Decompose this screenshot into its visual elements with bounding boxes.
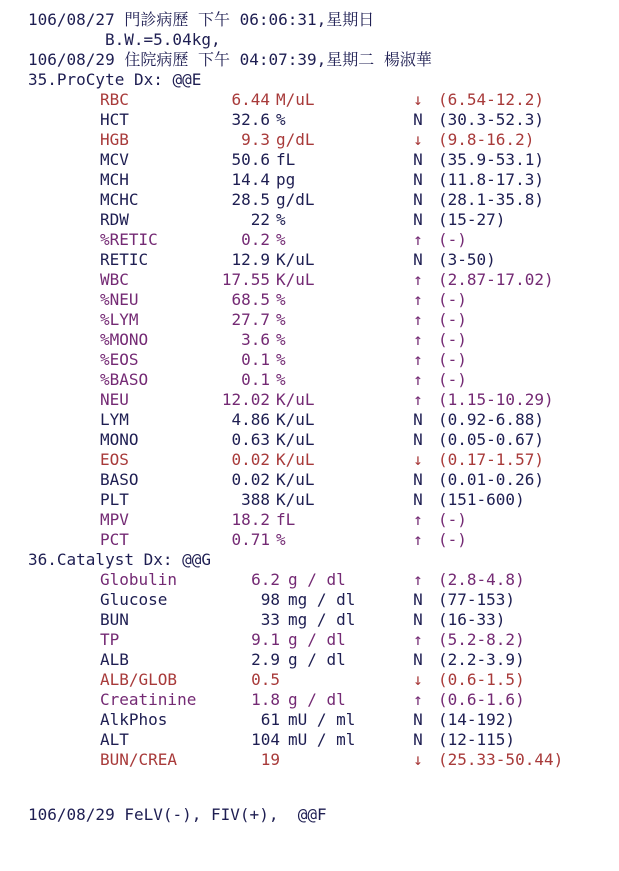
lab-row bbox=[28, 490, 619, 510]
test-value: 0.63 bbox=[231, 430, 270, 449]
lab-row bbox=[28, 750, 619, 770]
test-name: HCT bbox=[100, 110, 129, 129]
test-value: 14.4 bbox=[231, 170, 270, 189]
test-name: MPV bbox=[100, 510, 129, 529]
test-unit: g/dL bbox=[276, 130, 315, 149]
test-unit: K/uL bbox=[276, 390, 315, 409]
test-flag: ↑ bbox=[413, 310, 423, 329]
lab-row bbox=[28, 90, 619, 110]
test-name: Creatinine bbox=[100, 690, 197, 709]
test-unit: % bbox=[276, 350, 286, 369]
section-title: 35.ProCyte Dx: @@E bbox=[28, 70, 202, 89]
test-name: TP bbox=[100, 630, 120, 649]
lab-section bbox=[28, 70, 619, 550]
test-value: 0.02 bbox=[231, 450, 270, 469]
test-name: PCT bbox=[100, 530, 129, 549]
row-spacer bbox=[28, 510, 100, 530]
lab-row bbox=[28, 570, 619, 590]
test-name: PLT bbox=[100, 490, 129, 509]
test-flag: N bbox=[413, 730, 423, 749]
lab-row bbox=[28, 370, 619, 390]
test-name: %MONO bbox=[100, 330, 149, 349]
test-value: 17.55 bbox=[221, 270, 270, 289]
test-range: (14-192) bbox=[438, 710, 516, 729]
lab-row bbox=[28, 630, 619, 650]
test-range: (2.8-4.8) bbox=[438, 570, 525, 589]
visit-header-outpatient: 106/08/27 門診病歷 下午 06:06:31,星期日 bbox=[28, 10, 375, 29]
test-name: Globulin bbox=[100, 570, 178, 589]
test-flag: ↑ bbox=[413, 390, 423, 409]
test-unit: K/uL bbox=[276, 430, 315, 449]
lab-row bbox=[28, 650, 619, 670]
test-value: 9.3 bbox=[241, 130, 270, 149]
test-unit: K/uL bbox=[276, 250, 315, 269]
test-value: 104 bbox=[251, 730, 280, 749]
test-flag: ↓ bbox=[413, 450, 423, 469]
test-value: 27.7 bbox=[231, 310, 270, 329]
test-unit: % bbox=[276, 310, 286, 329]
test-flag: ↑ bbox=[413, 510, 423, 529]
row-spacer bbox=[28, 270, 100, 290]
test-range: (0.05-0.67) bbox=[438, 430, 544, 449]
test-name: Glucose bbox=[100, 590, 168, 609]
lab-row bbox=[28, 310, 619, 330]
test-name: %LYM bbox=[100, 310, 139, 329]
test-range: (-) bbox=[438, 230, 467, 249]
test-value: 12.9 bbox=[231, 250, 270, 269]
test-unit bbox=[280, 670, 408, 690]
test-flag: ↓ bbox=[413, 670, 423, 689]
test-value: 0.1 bbox=[241, 350, 270, 369]
test-range: (28.1-35.8) bbox=[438, 190, 544, 209]
test-unit: mU / ml bbox=[288, 710, 356, 729]
test-flag: ↓ bbox=[413, 750, 423, 769]
lab-row bbox=[28, 290, 619, 310]
test-value: 0.1 bbox=[241, 370, 270, 389]
row-spacer bbox=[28, 370, 100, 390]
test-flag: ↑ bbox=[413, 570, 423, 589]
test-range: (0.92-6.88) bbox=[438, 410, 544, 429]
test-value: 12.02 bbox=[221, 390, 270, 409]
lab-row bbox=[28, 430, 619, 450]
row-spacer bbox=[28, 130, 100, 150]
row-spacer bbox=[28, 570, 100, 590]
test-value: 3.6 bbox=[241, 330, 270, 349]
test-flag: ↓ bbox=[413, 130, 423, 149]
test-value: 28.5 bbox=[231, 190, 270, 209]
test-value: 388 bbox=[241, 490, 270, 509]
test-value: 4.86 bbox=[231, 410, 270, 429]
test-unit: K/uL bbox=[276, 490, 315, 509]
test-flag: ↑ bbox=[413, 350, 423, 369]
row-spacer bbox=[28, 250, 100, 270]
test-name: MCV bbox=[100, 150, 129, 169]
lab-row bbox=[28, 530, 619, 550]
row-spacer bbox=[28, 190, 100, 210]
row-spacer bbox=[28, 330, 100, 350]
test-unit: fL bbox=[276, 510, 296, 529]
lab-row bbox=[28, 390, 619, 410]
test-unit: mg / dl bbox=[288, 610, 356, 629]
test-flag: N bbox=[413, 610, 423, 629]
test-unit: K/uL bbox=[276, 410, 315, 429]
test-name: RETIC bbox=[100, 250, 149, 269]
test-name: MCH bbox=[100, 170, 129, 189]
test-name: %NEU bbox=[100, 290, 139, 309]
test-value: 50.6 bbox=[231, 150, 270, 169]
test-range: (0.6-1.6) bbox=[438, 690, 525, 709]
test-range: (16-33) bbox=[438, 610, 506, 629]
test-name: MONO bbox=[100, 430, 139, 449]
lab-row bbox=[28, 330, 619, 350]
test-value: 33 bbox=[260, 610, 280, 629]
lab-row bbox=[28, 450, 619, 470]
test-value: 98 bbox=[260, 590, 280, 609]
test-unit: mU / ml bbox=[288, 730, 356, 749]
test-name: BUN/CREA bbox=[100, 750, 178, 769]
test-range: (2.87-17.02) bbox=[438, 270, 554, 289]
test-range: (30.3-52.3) bbox=[438, 110, 544, 129]
row-spacer bbox=[28, 390, 100, 410]
test-name: NEU bbox=[100, 390, 129, 409]
test-name: RBC bbox=[100, 90, 129, 109]
test-unit: g / dl bbox=[288, 570, 346, 589]
row-spacer bbox=[28, 450, 100, 470]
test-flag: N bbox=[413, 110, 423, 129]
test-name: %BASO bbox=[100, 370, 149, 389]
row-spacer bbox=[28, 290, 100, 310]
test-range: (151-600) bbox=[438, 490, 525, 509]
test-range: (-) bbox=[438, 370, 467, 389]
test-unit: pg bbox=[276, 170, 296, 189]
test-range: (3-50) bbox=[438, 250, 496, 269]
test-flag: N bbox=[413, 470, 423, 489]
test-value: 2.9 bbox=[251, 650, 280, 669]
test-range: (-) bbox=[438, 330, 467, 349]
test-flag: N bbox=[413, 150, 423, 169]
test-value: 32.6 bbox=[231, 110, 270, 129]
test-range: (25.33-50.44) bbox=[438, 750, 564, 769]
test-flag: ↑ bbox=[413, 370, 423, 389]
test-unit: % bbox=[276, 530, 286, 549]
section-title: 36.Catalyst Dx: @@G bbox=[28, 550, 212, 569]
test-flag: N bbox=[413, 490, 423, 509]
test-unit: fL bbox=[276, 150, 296, 169]
lab-row bbox=[28, 510, 619, 530]
test-unit: % bbox=[276, 290, 286, 309]
test-name: ALB/GLOB bbox=[100, 670, 178, 689]
test-value: 0.71 bbox=[231, 530, 270, 549]
test-range: (5.2-8.2) bbox=[438, 630, 525, 649]
test-range: (-) bbox=[438, 350, 467, 369]
test-flag: ↑ bbox=[413, 290, 423, 309]
test-unit: % bbox=[276, 330, 286, 349]
row-spacer bbox=[28, 490, 100, 510]
test-unit: % bbox=[276, 110, 286, 129]
test-range: (0.17-1.57) bbox=[438, 450, 544, 469]
test-flag: ↓ bbox=[413, 90, 423, 109]
test-name: EOS bbox=[100, 450, 129, 469]
row-spacer bbox=[28, 730, 100, 750]
test-value: 19 bbox=[260, 750, 280, 769]
test-name: WBC bbox=[100, 270, 129, 289]
test-name: MCHC bbox=[100, 190, 139, 209]
lab-section bbox=[28, 550, 619, 770]
row-spacer bbox=[28, 670, 100, 690]
report-sections bbox=[28, 70, 619, 770]
test-unit: g / dl bbox=[288, 650, 346, 669]
test-unit: g / dl bbox=[288, 690, 346, 709]
test-unit: K/uL bbox=[276, 270, 315, 289]
test-unit: K/uL bbox=[276, 450, 315, 469]
felv-fiv-result-line: 106/08/29 FeLV(-), FIV(+), @@F bbox=[28, 805, 327, 824]
test-flag: N bbox=[413, 190, 423, 209]
test-unit: % bbox=[276, 230, 286, 249]
test-range: (-) bbox=[438, 310, 467, 329]
lab-row bbox=[28, 110, 619, 130]
lab-row bbox=[28, 710, 619, 730]
test-unit: g / dl bbox=[288, 630, 346, 649]
test-value: 0.02 bbox=[231, 470, 270, 489]
lab-row bbox=[28, 410, 619, 430]
row-spacer bbox=[28, 470, 100, 490]
lab-row bbox=[28, 230, 619, 250]
lab-row bbox=[28, 190, 619, 210]
row-spacer bbox=[28, 750, 100, 770]
test-flag: N bbox=[413, 650, 423, 669]
lab-row bbox=[28, 670, 619, 690]
test-flag: ↑ bbox=[413, 530, 423, 549]
row-spacer bbox=[28, 230, 100, 250]
lab-row bbox=[28, 170, 619, 190]
row-spacer bbox=[28, 350, 100, 370]
test-flag: ↑ bbox=[413, 330, 423, 349]
test-unit: % bbox=[276, 370, 286, 389]
test-name: ALT bbox=[100, 730, 129, 749]
test-flag: N bbox=[413, 410, 423, 429]
row-spacer bbox=[28, 110, 100, 130]
test-range: (0.01-0.26) bbox=[438, 470, 544, 489]
test-unit: % bbox=[276, 210, 286, 229]
test-value: 22 bbox=[250, 210, 270, 229]
test-range: (-) bbox=[438, 290, 467, 309]
test-name: %EOS bbox=[100, 350, 139, 369]
row-spacer bbox=[28, 310, 100, 330]
test-unit bbox=[280, 750, 408, 770]
test-value: 68.5 bbox=[231, 290, 270, 309]
row-spacer bbox=[28, 530, 100, 550]
test-unit: M/uL bbox=[276, 90, 315, 109]
lab-row bbox=[28, 350, 619, 370]
lab-row bbox=[28, 590, 619, 610]
test-name: %RETIC bbox=[100, 230, 158, 249]
test-unit: K/uL bbox=[276, 470, 315, 489]
lab-row bbox=[28, 610, 619, 630]
test-value: 0.5 bbox=[251, 670, 280, 689]
test-flag: N bbox=[413, 170, 423, 189]
test-range: (0.6-1.5) bbox=[438, 670, 525, 689]
test-name: AlkPhos bbox=[100, 710, 168, 729]
test-flag: ↑ bbox=[413, 630, 423, 649]
test-value: 9.1 bbox=[251, 630, 280, 649]
lab-row bbox=[28, 470, 619, 490]
test-value: 6.44 bbox=[231, 90, 270, 109]
row-spacer bbox=[28, 410, 100, 430]
lab-row bbox=[28, 690, 619, 710]
test-range: (12-115) bbox=[438, 730, 516, 749]
lab-row bbox=[28, 730, 619, 750]
test-name: LYM bbox=[100, 410, 129, 429]
test-value: 0.2 bbox=[241, 230, 270, 249]
test-name: BUN bbox=[100, 610, 129, 629]
lab-row bbox=[28, 210, 619, 230]
test-unit: g/dL bbox=[276, 190, 315, 209]
test-unit: mg / dl bbox=[288, 590, 356, 609]
test-name: RDW bbox=[100, 210, 129, 229]
test-value: 1.8 bbox=[251, 690, 280, 709]
lab-row bbox=[28, 150, 619, 170]
test-range: (-) bbox=[438, 510, 467, 529]
body-weight-line: B.W.=5.04kg, bbox=[105, 30, 221, 49]
lab-row bbox=[28, 130, 619, 150]
row-spacer bbox=[28, 710, 100, 730]
test-flag: N bbox=[413, 590, 423, 609]
row-spacer bbox=[28, 610, 100, 630]
row-spacer bbox=[28, 650, 100, 670]
test-range: (1.15-10.29) bbox=[438, 390, 554, 409]
test-flag: N bbox=[413, 430, 423, 449]
test-range: (9.8-16.2) bbox=[438, 130, 535, 149]
test-flag: N bbox=[413, 250, 423, 269]
test-flag: ↑ bbox=[413, 230, 423, 249]
test-range: (11.8-17.3) bbox=[438, 170, 544, 189]
test-range: (15-27) bbox=[438, 210, 506, 229]
test-value: 6.2 bbox=[251, 570, 280, 589]
test-value: 18.2 bbox=[231, 510, 270, 529]
test-flag: ↑ bbox=[413, 270, 423, 289]
test-range: (2.2-3.9) bbox=[438, 650, 525, 669]
row-spacer bbox=[28, 170, 100, 190]
test-flag: N bbox=[413, 710, 423, 729]
row-spacer bbox=[28, 590, 100, 610]
lab-row bbox=[28, 270, 619, 290]
row-spacer bbox=[28, 430, 100, 450]
row-spacer bbox=[28, 690, 100, 710]
test-flag: ↑ bbox=[413, 690, 423, 709]
test-name: HGB bbox=[100, 130, 129, 149]
row-spacer bbox=[28, 150, 100, 170]
test-range: (77-153) bbox=[438, 590, 516, 609]
test-flag: N bbox=[413, 210, 423, 229]
visit-header-inpatient: 106/08/29 住院病歷 下午 04:07:39,星期二 楊淑華 bbox=[28, 50, 432, 69]
row-spacer bbox=[28, 210, 100, 230]
row-spacer bbox=[28, 90, 100, 110]
test-range: (35.9-53.1) bbox=[438, 150, 544, 169]
test-range: (-) bbox=[438, 530, 467, 549]
lab-row bbox=[28, 250, 619, 270]
test-value: 61 bbox=[260, 710, 280, 729]
test-name: BASO bbox=[100, 470, 139, 489]
row-spacer bbox=[28, 630, 100, 650]
test-name: ALB bbox=[100, 650, 129, 669]
test-range: (6.54-12.2) bbox=[438, 90, 544, 109]
